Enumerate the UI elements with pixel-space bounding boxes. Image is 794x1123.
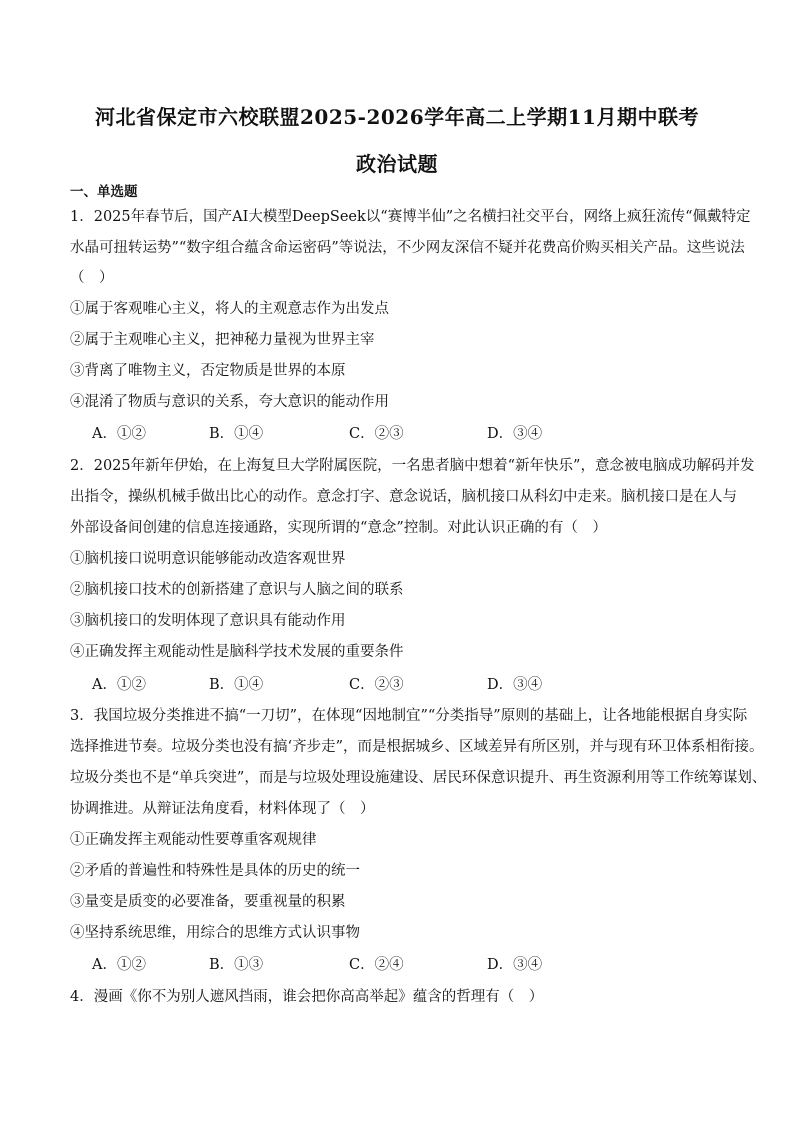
statement-1: ①脑机接口说明意识能够能动改造客观世界 [70, 551, 346, 567]
option-b[interactable]: B．①④ [209, 426, 264, 442]
question-stem-line: 选择推进节奏。垃圾分类也没有搞‘齐步走”，而是根据城乡、区域差异有所区别，并与现有环卫体系相衔接。 [70, 739, 764, 755]
option-d[interactable]: D．③④ [487, 426, 543, 442]
question-stem-line: 出指令，操纵机械手做出比心的动作。意念打字、意念说话，脑机接口从科幻中走来。脑机接口是在人与 [70, 489, 737, 505]
statement-3: ③脑机接口的发明体现了意识具有能动作用 [70, 613, 346, 629]
question-stem-line: 水晶可扭转运势”“数字组合蕴含命运密码”等说法，不少网友深信不疑并花费高价购买相关产品。这些说法 [70, 240, 745, 256]
statement-4: ④正确发挥主观能动性是脑科学技术发展的重要条件 [70, 644, 404, 660]
option-d[interactable]: D．③④ [487, 957, 543, 973]
section-heading: 一、单选题 [70, 184, 138, 200]
option-a[interactable]: A．①② [92, 677, 146, 693]
option-b[interactable]: B．①③ [209, 957, 264, 973]
statement-4: ④混淆了物质与意识的关系，夸大意识的能动作用 [70, 394, 389, 410]
statement-3: ③量变是质变的必要准备，要重视量的积累 [70, 894, 346, 910]
question-stem-line: 1．2025年春节后，国产AI大模型DeepSeek以“赛博半仙”之名横扫社交平台，网络上疯狂流传“佩戴特定 [70, 209, 751, 225]
question-stem-line: 3．我国垃圾分类推进不搞“一刀切”，在体现“因地制宜”“分类指导”原则的基础上，让各地能根据自身实际 [70, 708, 748, 724]
statement-3: ③背离了唯物主义，否定物质是世界的本原 [70, 363, 346, 379]
document-subtitle: 政治试题 [356, 152, 438, 176]
option-c[interactable]: C．②③ [349, 677, 404, 693]
statement-2: ②脑机接口技术的创新搭建了意识与人脑之间的联系 [70, 582, 404, 598]
statement-1: ①属于客观唯心主义，将人的主观意志作为出发点 [70, 301, 389, 317]
document-title: 河北省保定市六校联盟2025-2026学年高二上学期11月期中联考 [95, 105, 699, 129]
option-a[interactable]: A．①② [92, 426, 146, 442]
statement-1: ①正确发挥主观能动性要尊重客观规律 [70, 832, 317, 848]
question-stem-line: 垃圾分类也不是“单兵突进”，而是与垃圾处理设施建设、居民环保意识提升、再生资源利用等工作统筹谋划、 [70, 770, 767, 786]
option-c[interactable]: C．②④ [349, 957, 404, 973]
statement-4: ④坚持系统思维，用综合的思维方式认识事物 [70, 925, 360, 941]
option-b[interactable]: B．①④ [209, 677, 264, 693]
option-c[interactable]: C．②③ [349, 426, 404, 442]
question-stem-line: 2．2025年新年伊始，在上海复旦大学附属医院，一名患者脑中想着“新年快乐”，意念被电脑成功解码并发 [70, 458, 755, 474]
question-stem-line: 外部设备间创建的信息连接通路，实现所谓的“意念”控制。对此认识正确的有（ ） [70, 520, 607, 536]
question-stem-line: 协调推进。从辩证法角度看，材料体现了（ ） [70, 801, 375, 817]
question-stem-line: （ ） [70, 270, 114, 286]
question-stem-line: 4．漫画《你不为别人遮风挡雨，谁会把你高高举起》蕴含的哲理有（ ） [70, 989, 544, 1005]
option-d[interactable]: D．③④ [487, 677, 543, 693]
option-a[interactable]: A．①② [92, 957, 146, 973]
statement-2: ②属于主观唯心主义，把神秘力量视为世界主宰 [70, 332, 375, 348]
statement-2: ②矛盾的普遍性和特殊性是具体的历史的统一 [70, 863, 360, 879]
